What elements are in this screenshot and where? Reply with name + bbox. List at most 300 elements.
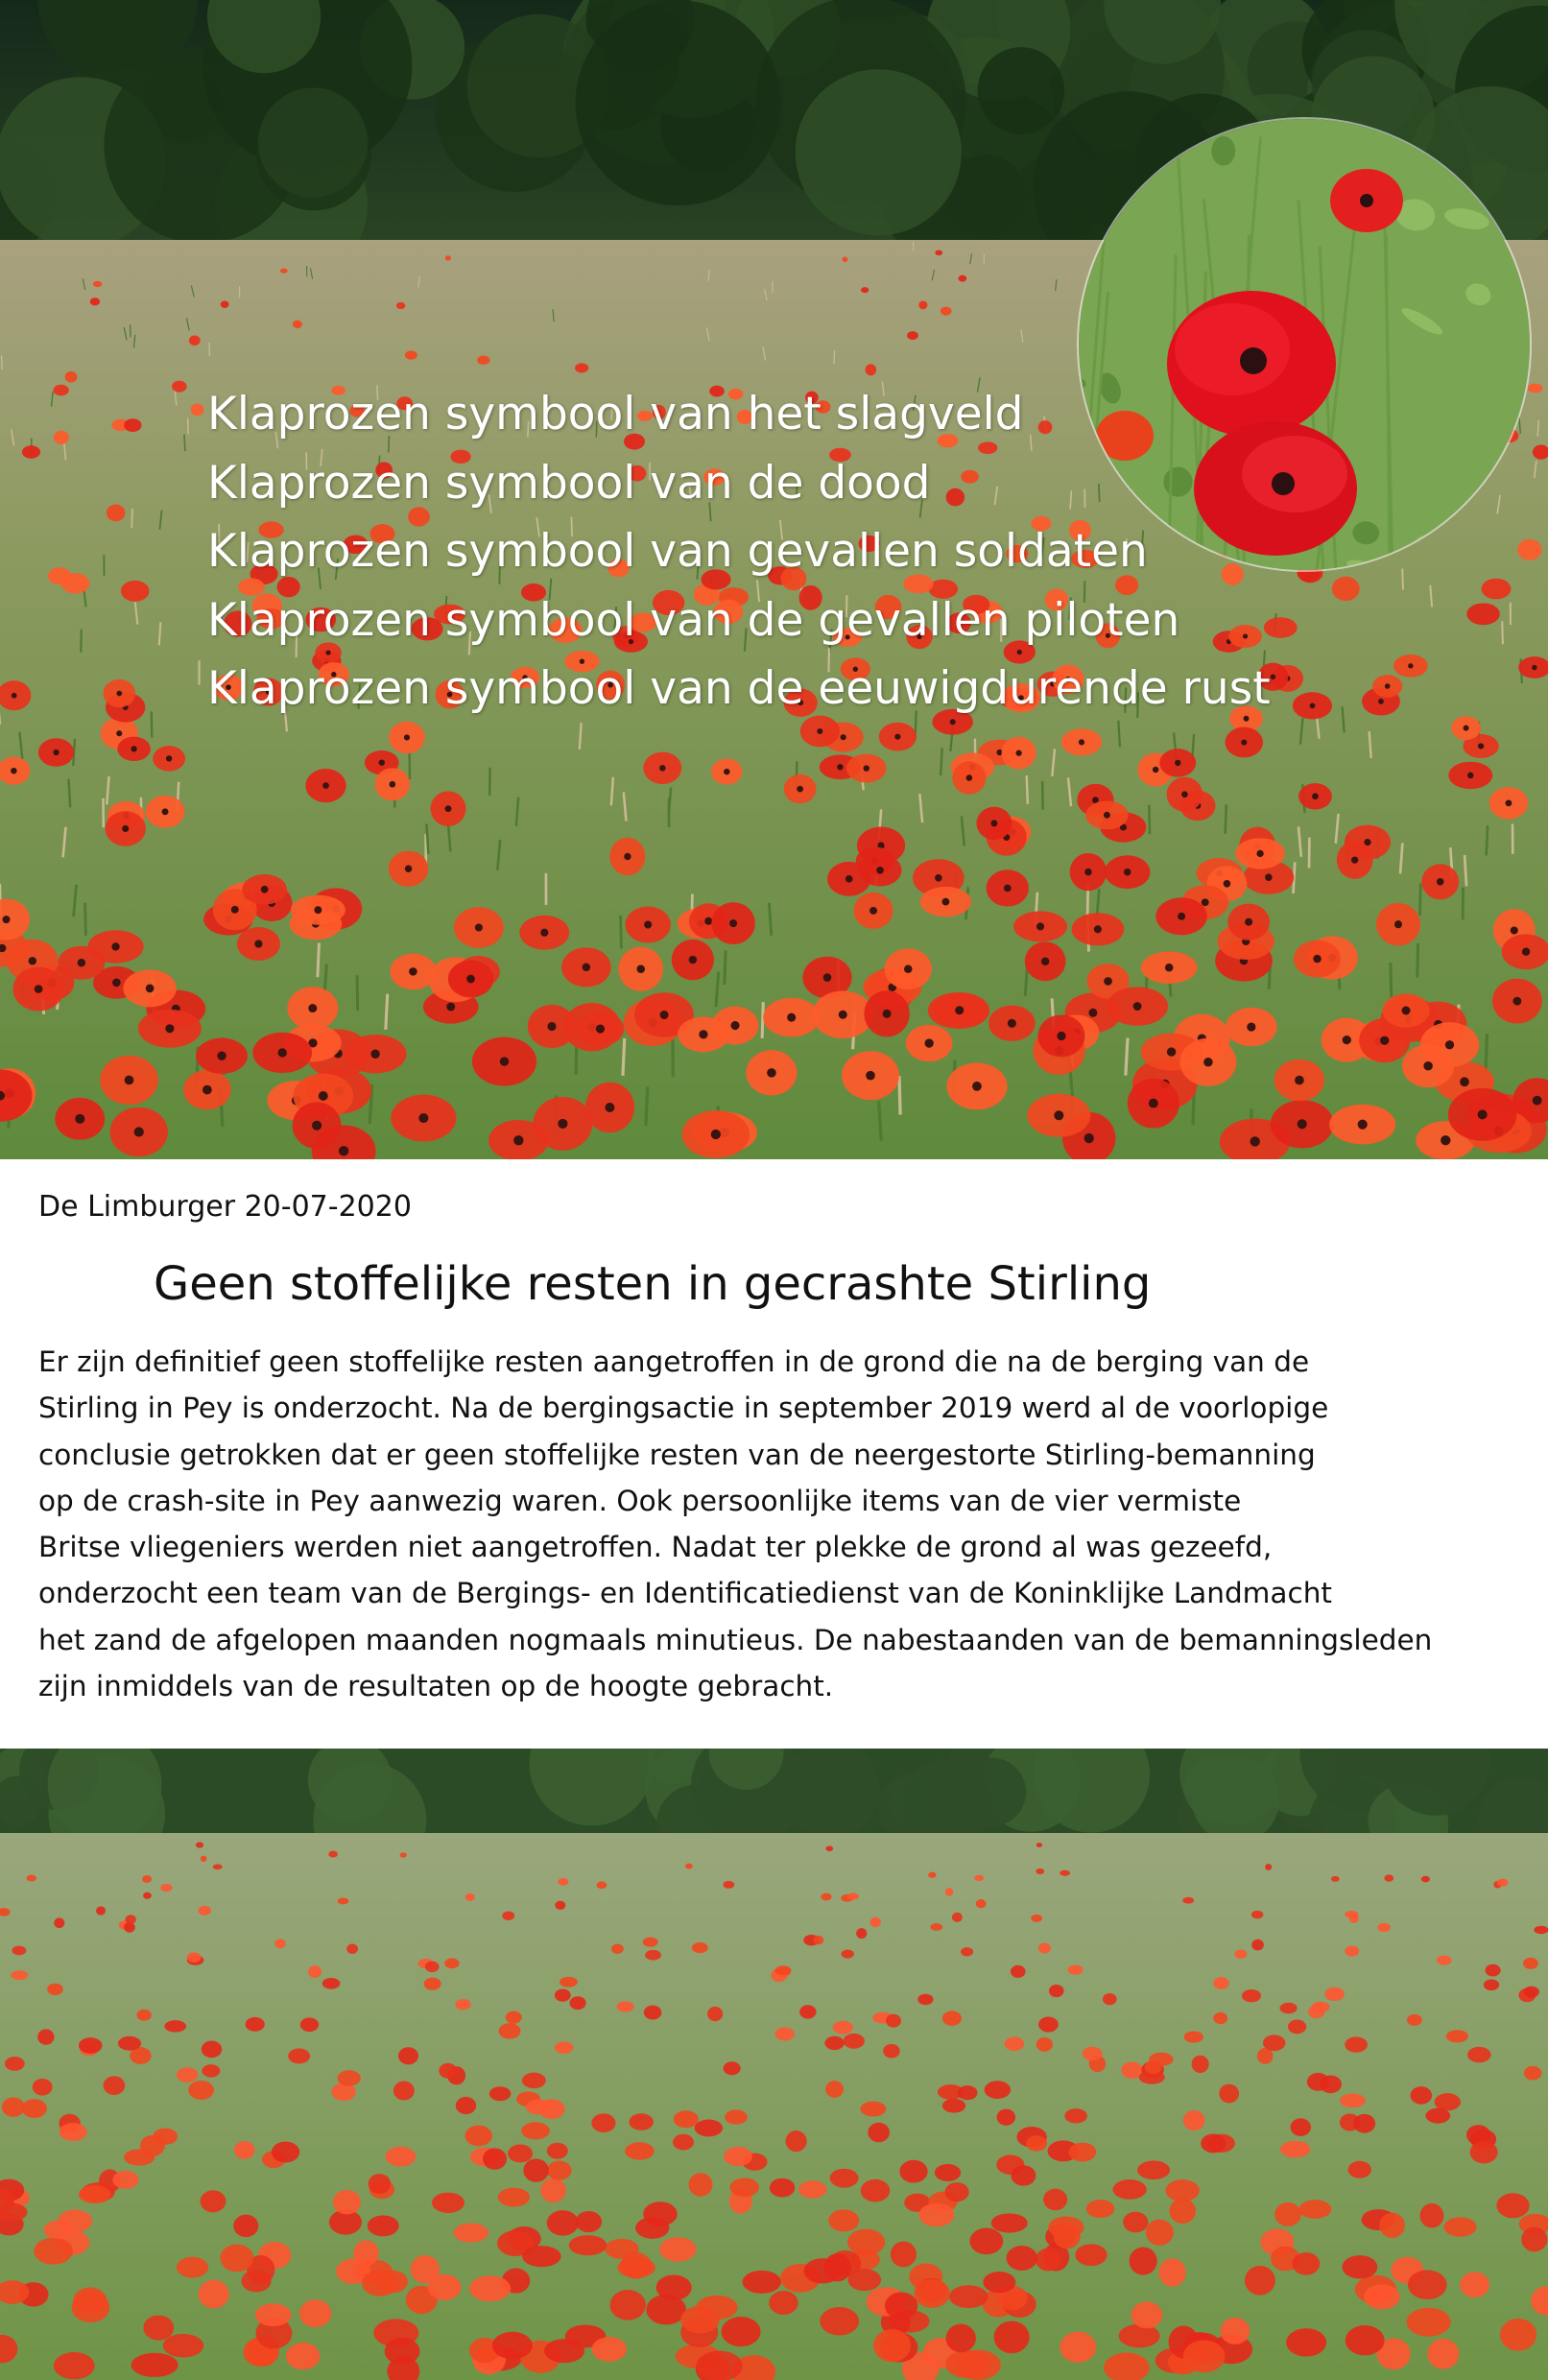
article-source: De Limburger 20-07-2020 [38, 1190, 412, 1224]
leaf [1211, 136, 1235, 166]
poppy [523, 2158, 549, 2181]
poppy [1421, 1876, 1430, 1883]
poppy [299, 2299, 331, 2327]
poppy-center [446, 1003, 455, 1012]
poppy [770, 2178, 796, 2198]
poppy [1265, 1864, 1272, 1870]
poppy [644, 2006, 662, 2020]
poppy-center [370, 1050, 379, 1059]
poppy-center [261, 886, 269, 893]
poppy [1482, 579, 1512, 600]
poppy [1119, 2324, 1160, 2348]
poppy [1036, 1843, 1042, 1847]
stubble-stalk [85, 903, 86, 936]
poppy [1497, 1879, 1509, 1887]
poppy-center [319, 1091, 328, 1101]
poppy-center [864, 765, 869, 771]
poppy [944, 2182, 968, 2202]
poppy [861, 2179, 890, 2202]
poppy-center [1250, 1136, 1260, 1146]
poppy [33, 2079, 53, 2096]
poppy [844, 2034, 865, 2049]
poppy [547, 2143, 568, 2159]
poppy-center [35, 985, 43, 993]
poppy-center [122, 825, 129, 832]
poppy [456, 2097, 476, 2114]
poppy [695, 2120, 723, 2137]
poppy-center [869, 907, 877, 915]
poem-line: Klaprozen symbool van de dood [207, 456, 931, 510]
poppy [824, 2036, 844, 2050]
poppy-center [254, 940, 262, 947]
poppy [502, 1911, 514, 1920]
poppy [96, 1906, 106, 1915]
poppy [605, 2239, 638, 2259]
poppy [991, 2213, 1028, 2232]
poppy [942, 2099, 965, 2113]
poppy [952, 1913, 963, 1922]
poppy [54, 1917, 64, 1928]
poppy-center [165, 1024, 174, 1033]
poppy-center [904, 964, 913, 973]
poppy [1123, 2212, 1148, 2233]
poppy [1038, 2017, 1059, 2033]
stubble-stalk [1487, 825, 1488, 855]
poppy-center [217, 1052, 226, 1060]
poppy [830, 2169, 859, 2188]
poppy-center [134, 1127, 144, 1136]
poppy [47, 1984, 63, 1996]
poppy [405, 350, 417, 359]
poppy [1274, 2202, 1301, 2226]
poppy [870, 1917, 881, 1928]
poppy [891, 2242, 917, 2268]
poppy [942, 2011, 962, 2025]
poppy [994, 2320, 1030, 2353]
poppy [34, 2238, 73, 2265]
poppy-center [1408, 663, 1413, 668]
stubble-stalk [184, 435, 185, 451]
poppy-center [704, 917, 712, 925]
poppy [1420, 2203, 1444, 2228]
poppy [396, 302, 405, 309]
poppy [1528, 384, 1543, 393]
poppy [610, 2290, 646, 2320]
poppy [1444, 2217, 1477, 2236]
poppy [976, 1899, 987, 1908]
stubble-stalk [1486, 1034, 1488, 1071]
poppy [286, 2343, 321, 2369]
poppy [1407, 2014, 1422, 2026]
poppy-center [1441, 1135, 1450, 1145]
poppy-center [3, 916, 11, 923]
article-line: Er zijn definitief geen stoffelijke resten aangetroffen in de grond die na de berging van de [38, 1345, 1310, 1378]
poppy [1324, 1987, 1345, 2001]
poppy-center [29, 957, 36, 964]
poppy [674, 2110, 699, 2128]
poppy-center [711, 1130, 721, 1139]
stubble-stalk [386, 994, 388, 1030]
poppy-center [1247, 1023, 1255, 1032]
poppy [499, 2023, 521, 2038]
poppy [163, 2334, 203, 2357]
poppy [272, 2142, 299, 2163]
stubble-stalk [725, 950, 726, 985]
poppy [617, 2001, 634, 2011]
poppy-center [466, 975, 475, 984]
poppy [707, 2007, 723, 2021]
poppy [1146, 2220, 1174, 2246]
poppy-center [624, 853, 631, 860]
poppy [1331, 1876, 1340, 1882]
article-body [38, 1339, 1432, 1709]
poppy [140, 2135, 165, 2156]
poppy-center [767, 1068, 776, 1078]
poppy-center [475, 923, 483, 931]
poppy-center [404, 734, 410, 740]
poppy [974, 1875, 984, 1881]
poppy [338, 1898, 349, 1905]
poppy [856, 1928, 867, 1939]
stubble-stalk [623, 1038, 625, 1076]
poppy [221, 301, 229, 308]
stubble-stalk [1042, 781, 1043, 810]
poppy-center [1004, 885, 1012, 892]
poppy-center [845, 875, 853, 883]
poppy [866, 364, 877, 375]
poppy-center [925, 1038, 934, 1047]
poppy-center [660, 1011, 669, 1019]
poppy-center [839, 1011, 847, 1019]
poppy [775, 1965, 792, 1975]
poppy [868, 2123, 890, 2142]
poppy [591, 2113, 615, 2132]
poppy [1345, 2036, 1368, 2052]
poppy-center [1522, 948, 1530, 956]
poppy-center [1512, 997, 1521, 1006]
stubble-stalk [152, 711, 153, 737]
poppy [1435, 2093, 1461, 2110]
poppy [544, 2339, 584, 2363]
poppy [1345, 1911, 1358, 1918]
poppy [899, 2160, 927, 2183]
poppy-center [1202, 898, 1209, 906]
poppy-center [1084, 869, 1092, 876]
poppy [60, 2123, 87, 2141]
poppy [560, 1977, 578, 1987]
poppy [1060, 1870, 1070, 1876]
poppy-center [1343, 1035, 1351, 1044]
poppy [27, 1875, 36, 1882]
poppy-center [513, 1135, 523, 1145]
poppy [886, 2014, 901, 2028]
poppy [1523, 1958, 1538, 1969]
poppy [540, 2178, 566, 2203]
poppy [1038, 1943, 1051, 1954]
poppy [1496, 2193, 1529, 2218]
stubble-stalk [913, 241, 914, 250]
poppy [842, 1949, 854, 1958]
poppy [725, 2109, 748, 2124]
stubble-stalk [1402, 569, 1403, 590]
poppy [945, 1888, 953, 1896]
poppy [1005, 2036, 1025, 2051]
stubble-stalk [1391, 963, 1392, 997]
poppy [1182, 1897, 1194, 1904]
poppy [1446, 2030, 1468, 2042]
poppy-center [866, 1071, 875, 1081]
stubble-stalk [357, 975, 358, 1011]
tree-canopy [796, 69, 962, 235]
poppy-center [1178, 913, 1185, 920]
poppy [1026, 2135, 1047, 2151]
tree-canopy [978, 47, 1065, 134]
poppy [1112, 2179, 1146, 2200]
stubble-stalk [1502, 621, 1503, 644]
poppy-center [730, 1021, 739, 1030]
poppy [958, 275, 966, 282]
stubble-stalk [131, 509, 132, 528]
poppy [885, 2292, 917, 2319]
poppy [107, 505, 126, 522]
poppy-center [644, 920, 652, 928]
poppy-center [1467, 773, 1474, 779]
poppy [1345, 1946, 1359, 1957]
poppy-center [540, 929, 548, 937]
poppy [369, 2174, 391, 2194]
poppy-center [1532, 665, 1536, 670]
poppy [1384, 1874, 1393, 1881]
poppy [828, 2209, 859, 2231]
poppy [1130, 2247, 1157, 2274]
poppy-center [1015, 750, 1021, 756]
poppy [842, 256, 847, 262]
poppy-center [339, 1146, 348, 1155]
poppy [1201, 2133, 1226, 2153]
poppy-center [1104, 977, 1112, 986]
poppy [1470, 2141, 1498, 2163]
poppy [424, 1978, 441, 1990]
poppy [997, 2109, 1016, 2126]
poppy [1234, 1950, 1247, 1960]
poppy [1219, 2084, 1239, 2104]
poppy-center [1385, 683, 1391, 689]
poppy-center [75, 1114, 84, 1124]
poppy-center [699, 1030, 707, 1038]
article-line: onderzocht een team van de Bergings- en Identificatiedienst van de Koninklijke Landmacht [38, 1577, 1332, 1610]
poppy [1500, 2319, 1536, 2351]
poppy [592, 2337, 627, 2362]
poppy [1060, 2332, 1096, 2363]
poppy [1036, 2249, 1061, 2272]
poem-overlay [207, 380, 1271, 724]
poppy [883, 2044, 900, 2059]
poppy [118, 2036, 141, 2051]
poppy [1036, 2037, 1053, 2052]
poppy-center [876, 867, 884, 874]
poppy [1291, 2118, 1311, 2136]
poppy-center [547, 1022, 556, 1031]
poppy [555, 1988, 571, 2001]
poppy [136, 2010, 151, 2021]
poppy [918, 300, 927, 309]
poppy [1524, 2066, 1542, 2081]
stubble-stalk [621, 916, 622, 949]
stubble-stalk [1118, 721, 1120, 748]
poppy [48, 567, 71, 584]
poppy-center [418, 1113, 428, 1123]
poppy [547, 2161, 572, 2180]
tree-canopy [258, 87, 368, 197]
poppy [689, 2173, 713, 2196]
poppy [576, 2211, 602, 2232]
poppy [961, 1947, 973, 1956]
poppy-center [1088, 1009, 1097, 1017]
poppy-center [116, 730, 122, 736]
poppy [308, 1965, 322, 1978]
poppy [1183, 2110, 1205, 2130]
inset-small-poppy [1330, 169, 1403, 232]
poppy [377, 2271, 408, 2294]
poppy [643, 1938, 658, 1947]
poppy [597, 1882, 607, 1890]
poppy-center [1041, 958, 1049, 965]
poppy-center [278, 1048, 287, 1057]
poppy-center [162, 808, 169, 815]
poppy-center [112, 979, 121, 988]
poppy [629, 2113, 654, 2130]
article-line: conclusie getrokken dat er geen stoffelijke resten van de neergestorte Stirling-bemanning [38, 1438, 1316, 1471]
poppy [199, 2280, 229, 2309]
poppy [126, 1915, 136, 1924]
poppy [191, 404, 204, 416]
poppy [1348, 2161, 1371, 2178]
poppy [483, 2148, 507, 2170]
poppy-field-scene-bottom [0, 1749, 1548, 2380]
poppy-center [1153, 767, 1158, 773]
poppy [1407, 2308, 1451, 2337]
poppy-center [1511, 926, 1518, 934]
poppy [90, 298, 100, 305]
tree-canopy [1192, 1756, 1279, 1844]
poppy [1169, 2199, 1196, 2224]
poppy [54, 2352, 95, 2379]
poppy-center [1094, 925, 1102, 933]
poppy-center [1203, 1058, 1212, 1066]
poem-line: Klaprozen symbool van de eeuwigdurende rust [207, 662, 1271, 715]
poppy [1049, 1985, 1064, 1997]
stubble-stalk [1537, 420, 1538, 437]
poppy [823, 2253, 851, 2281]
poppy [1245, 2266, 1275, 2296]
poppy [724, 2061, 741, 2075]
poppy-center [409, 967, 417, 976]
poppy [1298, 2200, 1331, 2219]
poppy [833, 2021, 853, 2035]
poppy [425, 1962, 440, 1972]
poppy [233, 2215, 258, 2237]
poppy-center [1295, 1076, 1304, 1085]
poppy [469, 2275, 511, 2301]
poppy [1220, 2318, 1250, 2344]
poppy [1165, 2179, 1199, 2202]
poppy [847, 1892, 859, 1899]
poppy-center [314, 906, 322, 914]
poppy-center [1133, 1002, 1142, 1011]
poppy [439, 2063, 457, 2079]
poppy [774, 2027, 795, 2040]
poppy-center [1224, 880, 1231, 888]
poppy [1286, 2328, 1326, 2356]
poppy [1184, 2031, 1203, 2042]
poppy [860, 2102, 886, 2117]
poppy [454, 2223, 488, 2242]
poppy [53, 385, 68, 396]
poppy [722, 2317, 761, 2346]
poppy-center [116, 691, 122, 697]
poppy [1340, 2093, 1366, 2107]
poppy [188, 2081, 214, 2100]
poppy-center [1533, 1096, 1542, 1106]
poppy [300, 2017, 319, 2032]
poppy [825, 2081, 844, 2098]
poppy-center [11, 768, 16, 774]
poppy [730, 2178, 759, 2197]
poppy-center [231, 906, 239, 914]
poppy-center [1351, 856, 1358, 863]
poppy-center [797, 786, 803, 793]
poppy-center [202, 1085, 212, 1095]
poppy [821, 1893, 831, 1901]
poppy-center [605, 1103, 614, 1112]
poppy [935, 2164, 961, 2181]
poppy [432, 2193, 464, 2213]
poppy-center [558, 1119, 567, 1129]
poppy [234, 2141, 255, 2159]
poppy [22, 445, 40, 459]
article-line: op de crash-site in Pey aanwezig waren. Ook persoonlijke items van de vier vermiste [38, 1484, 1242, 1517]
poppy [172, 381, 187, 393]
article-line: Stirling in Pey is onderzocht. Na de bergingsactie in september 2019 werd al de voorlopige [38, 1392, 1329, 1425]
poppy [386, 2147, 417, 2167]
poppy [1048, 2216, 1084, 2238]
poppy [220, 2245, 253, 2273]
poppy [983, 2272, 1015, 2293]
poppy [547, 2210, 579, 2236]
poppy [522, 2246, 561, 2267]
poem-line: Klaprozen symbool van de gevallen piloten [207, 593, 1180, 647]
poppy [177, 2067, 199, 2082]
poppy [769, 2291, 798, 2315]
poppy-center [146, 984, 155, 992]
poppy-center [1057, 1032, 1065, 1040]
poppy [1411, 2086, 1433, 2105]
poppy [526, 2099, 551, 2114]
poppy-center [596, 1025, 605, 1034]
poppy [54, 431, 69, 444]
poppy-center [166, 755, 172, 761]
poppy-center [1445, 1040, 1454, 1049]
poppy [724, 2147, 752, 2166]
poppy [799, 2005, 816, 2018]
poppy-center [1378, 699, 1384, 704]
poppy [575, 363, 588, 372]
poppy-center [1312, 793, 1319, 799]
poppy [861, 287, 869, 293]
poppy-center [1054, 1110, 1063, 1120]
poppy-center [636, 964, 645, 973]
poppy [743, 2271, 781, 2294]
